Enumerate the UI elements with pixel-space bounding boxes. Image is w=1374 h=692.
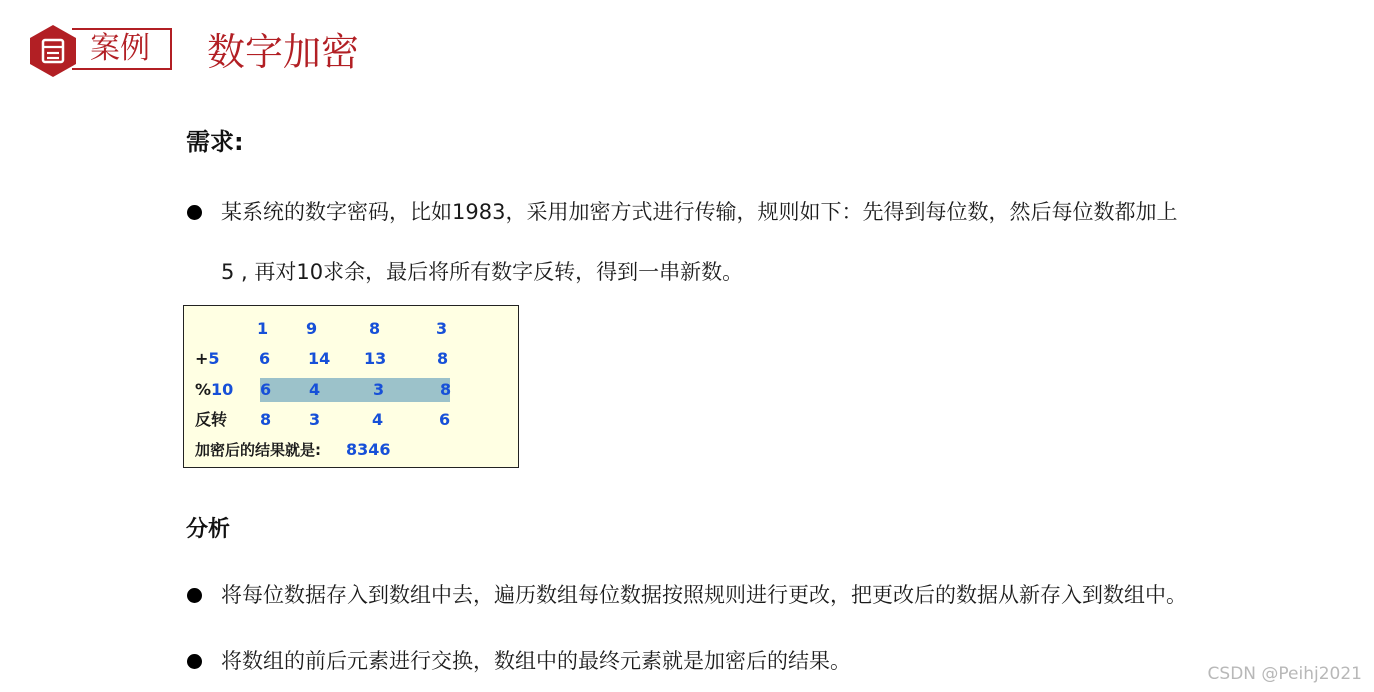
example-cell: 6 — [259, 349, 271, 368]
example-cell: 1 — [257, 319, 269, 338]
analysis-item: 将每位数据存入到数组中去，遍历数组每位数据按照规则进行更改，把更改后的数据从新存入到数组中。 — [221, 583, 1187, 607]
example-cell: 8 — [440, 380, 452, 399]
example-row-label: %10 — [195, 380, 234, 399]
case-badge-label: 案例 — [90, 31, 150, 66]
analysis-heading: 分析 — [186, 517, 231, 542]
requirements-line-1: 某系统的数字密码，比如1983，采用加密方式进行传输，规则如下：先得到每位数，然后每位数都加上 — [221, 200, 1178, 224]
bullet-icon — [187, 654, 202, 669]
example-cell: 8 — [369, 319, 381, 338]
example-cell: 4 — [372, 410, 384, 429]
case-badge — [28, 24, 174, 74]
bullet-icon — [187, 205, 202, 220]
example-cell: 13 — [364, 349, 387, 368]
example-cell: 9 — [306, 319, 318, 338]
analysis-item: 将数组的前后元素进行交换，数组中的最终元素就是加密后的结果。 — [221, 649, 851, 673]
example-cell: 6 — [260, 380, 272, 399]
example-cell: 14 — [308, 349, 331, 368]
requirements-heading: 需求: — [186, 128, 244, 156]
example-cell: 8 — [260, 410, 272, 429]
requirements-line-2: 5 , 再对10求余，最后将所有数字反转，得到一串新数。 — [221, 260, 744, 284]
mod-row-highlight — [260, 378, 450, 402]
bullet-icon — [187, 588, 202, 603]
result-label: 加密后的结果就是: — [195, 441, 321, 459]
example-cell: 8 — [437, 349, 449, 368]
watermark: CSDN @Peihj2021 — [1207, 664, 1362, 684]
result-value: 8346 — [346, 440, 391, 459]
example-row-label: 反转 — [195, 410, 228, 429]
example-cell: 6 — [439, 410, 451, 429]
page-title: 数字加密 — [207, 30, 360, 74]
example-cell: 3 — [436, 319, 448, 338]
document-icon — [28, 24, 78, 78]
example-box — [183, 305, 519, 468]
example-cell: 3 — [309, 410, 321, 429]
example-cell: 3 — [373, 380, 385, 399]
example-row-label: +5 — [195, 349, 220, 368]
example-cell: 4 — [309, 380, 321, 399]
